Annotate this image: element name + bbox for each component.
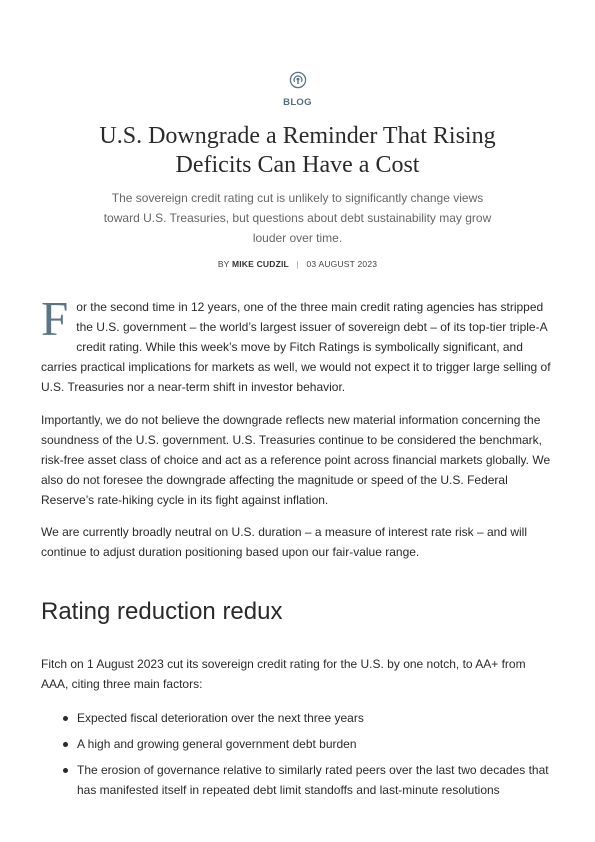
list-item-text: Expected fiscal deterioration over the next three years bbox=[77, 711, 364, 725]
section-heading: Rating reduction redux bbox=[41, 598, 283, 625]
podcast-icon bbox=[289, 71, 307, 89]
byline-prefix: BY bbox=[217, 259, 230, 269]
list-item bbox=[41, 734, 554, 754]
list-item-text: A high and growing general government debt burden bbox=[77, 737, 357, 751]
byline bbox=[0, 259, 595, 269]
article-title: U.S. Downgrade a Reminder That Rising Deficits Can Have a Cost bbox=[99, 123, 496, 178]
publish-date: 03 AUGUST 2023 bbox=[306, 259, 378, 269]
category-label[interactable]: BLOG bbox=[283, 97, 312, 108]
article-subtitle: The sovereign credit rating cut is unlikely to significantly change views toward U.S. Treasuries, but questions about debt sustainability may grow louder over time. bbox=[103, 191, 492, 245]
paragraph-1 bbox=[41, 291, 554, 397]
bullet-icon bbox=[63, 768, 68, 773]
list-item-text: The erosion of governance relative to similarly rated peers over the last two decades that has manifested itself in repeated debt limit standoffs and last-minute resolutions bbox=[77, 763, 549, 797]
bullet-icon bbox=[63, 716, 68, 721]
author-link[interactable]: MIKE CUDZIL bbox=[231, 259, 289, 269]
section-intro: Fitch on 1 August 2023 cut its sovereign credit rating for the U.S. by one notch, to AA+ from AAA, citing three main factors: bbox=[41, 657, 526, 691]
bullet-icon bbox=[63, 742, 68, 747]
list-item bbox=[41, 760, 554, 800]
paragraph-3: We are currently broadly neutral on U.S. duration – a measure of interest rate risk – and will continue to adjust duration positioning based upon our fair-value range. bbox=[41, 525, 528, 559]
paragraph-2: Importantly, we do not believe the downgrade reflects new material information concerning the soundness of the U.S. government. U.S. Treasuries continue to be considered the benchmark, risk-free asset class of choice and act as a reference point across financial markets globally. We also do not foresee the downgrade affecting the magnitude or speed of the U.S. Federal Reserve’s rate-hiking cycle in its fight against inflation. bbox=[41, 413, 551, 507]
factor-list bbox=[41, 708, 554, 806]
byline-separator: | bbox=[296, 259, 299, 269]
paragraph-1-text: or the second time in 12 years, one of the three main credit rating agencies has stripped the U.S. government – the world’s largest issuer of sovereign debt – of its top-tier triple-A credit rating. While this week’s move by Fitch Ratings is symbolically significant, and carries practical implications for markets as well, we would not expect it to trigger large selling of U.S. Treasuries nor a near-term shift in investor behavior. bbox=[41, 300, 551, 394]
drop-cap: F bbox=[41, 291, 69, 346]
list-item bbox=[41, 708, 554, 728]
